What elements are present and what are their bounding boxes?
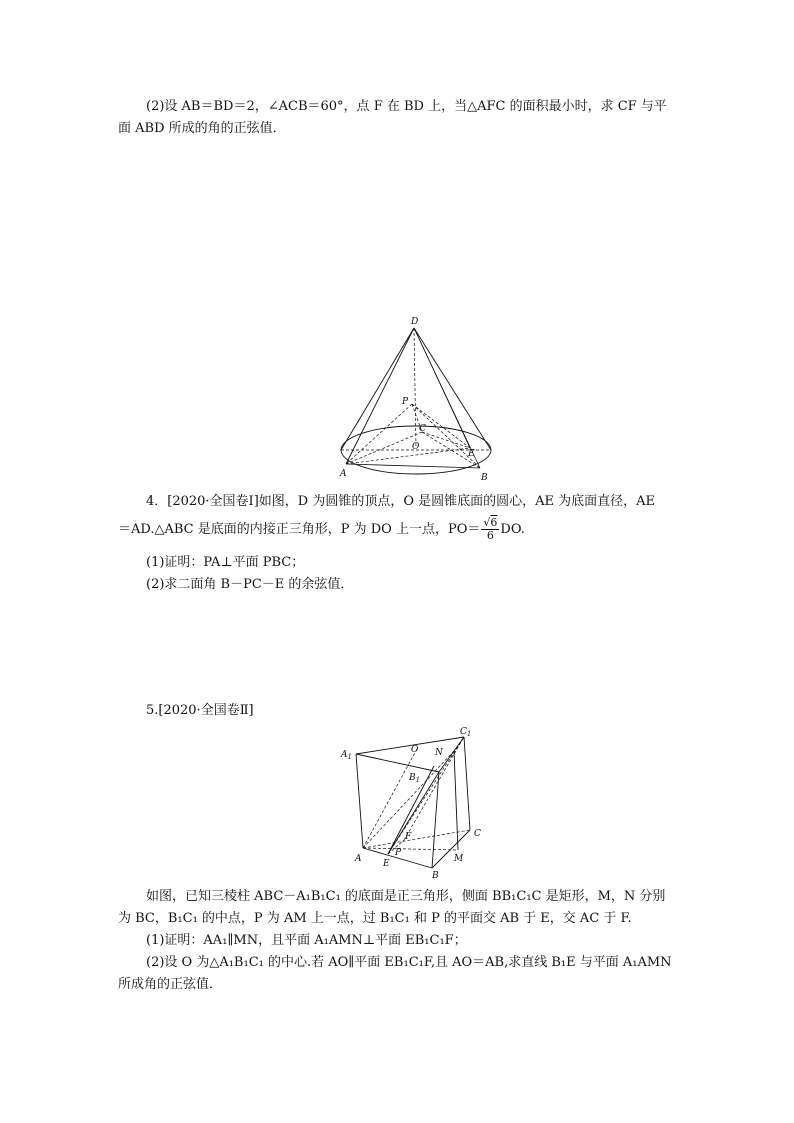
prism-label-a1: $A_1$ [341,750,352,761]
prism-label-f: F [405,832,412,842]
prism-label-a: A [355,854,362,864]
cone-label-o: O [412,442,420,452]
q5-line2: 为 BC，B₁C₁ 的中点，P 为 AM 上一点，过 B₁C₁ 和 P 的平面交 AB 于 E，交 AC 于 F. [118,911,632,926]
cone-label-b: B [481,473,488,483]
q4-fraction-num: √6 [483,516,498,529]
q4-line2-post: DO. [500,522,525,537]
cone-figure [330,312,500,484]
cone-label-e: E [468,449,475,459]
q4-head: 4．[2020·全国卷Ⅰ]如图，D 为圆锥的顶点，O 是圆锥底面的圆心，AE 为底面直径，AE [146,494,655,509]
prism-label-c: C [474,829,481,839]
q5-part2-line1: (2)设 O 为△A₁B₁C₁ 的中心.若 AO∥平面 EB₁C₁F,且 AO＝AB,求直线 B₁E 与平面 A₁AMN [146,955,672,970]
q3-part2-line1: (2)设 AB＝BD＝2，∠ACB＝60°，点 F 在 BD 上，当△AFC 的面积最小时，求 CF 与平 [146,99,667,114]
prism-label-p: P [395,848,402,858]
prism-label-b: B [432,871,439,878]
q5-head: 5.[2020·全国卷Ⅱ] [146,703,254,718]
prism-label-n: N [435,748,443,758]
q4-part1: (1)证明：PA⊥平面 PBC； [146,555,305,570]
prism-figure [336,722,492,878]
q4-fraction [481,517,499,542]
cone-label-c: C [419,424,426,434]
cone-label-p: P [402,397,409,407]
q4-line2-pre: ＝AD.△ABC 是底面的内接正三角形，P 为 DO 上一点，PO＝ [118,522,481,537]
q4-part2: (2)求二面角 B－PC－E 的余弦值． [146,577,354,592]
prism-label-b1: $B_1$ [409,773,421,784]
cone-label-d: D [411,317,419,327]
q3-part2-line2: 面 ABD 所成的角的正弦值． [118,121,286,136]
q5-part2-line2: 所成角的正弦值． [118,977,223,992]
prism-label-o: O [411,745,419,755]
q5-line1: 如图，已知三棱柱 ABC－A₁B₁C₁ 的底面是正三角形，侧面 BB₁C₁C 是矩形，M，N 分别 [146,889,666,904]
q5-part1: (1)证明：AA₁∥MN，且平面 A₁AMN⊥平面 EB₁C₁F； [146,933,467,948]
prism-label-c1: $C_1$ [460,727,472,738]
q4-fraction-den: 6 [486,529,494,542]
prism-label-e: E [383,859,390,869]
q4-line2 [118,517,678,542]
prism-label-m: M [454,854,464,864]
cone-label-a: A [340,469,347,479]
